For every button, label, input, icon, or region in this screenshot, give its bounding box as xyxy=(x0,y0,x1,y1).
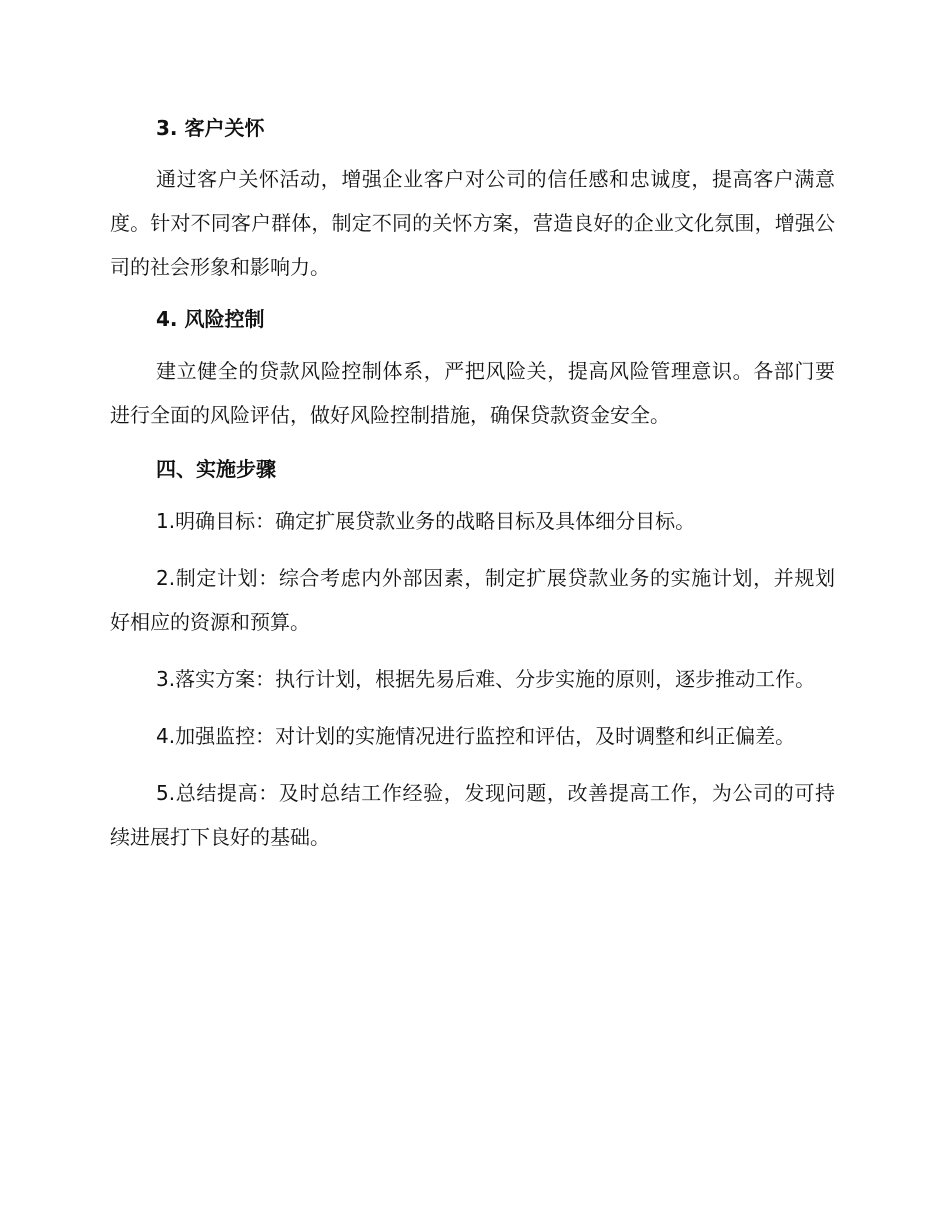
paragraph-risk-control: 建立健全的贷款风险控制体系，严把风险关，提高风险管理意识。各部门要进行全面的风险评估，做好风险控制措施，确保贷款资金安全。 xyxy=(110,359,835,427)
document-content xyxy=(110,112,835,859)
step-item-2: 2.制定计划：综合考虑内外部因素，制定扩展贷款业务的实施计划，并规划好相应的资源和预算。 xyxy=(110,566,835,634)
section-heading-implementation-steps: 四、实施步骤 xyxy=(156,457,276,481)
step-item-5: 5.总结提高：及时总结工作经验，发现问题，改善提高工作，为公司的可持续进展打下良好的基础。 xyxy=(110,781,835,849)
step-item-3: 3.落实方案：执行计划，根据先易后难、分步实施的原则，逐步推动工作。 xyxy=(156,667,816,691)
paragraph-customer-care: 通过客户关怀活动，增强企业客户对公司的信任感和忠诚度，提高客户满意度。针对不同客户群体，制定不同的关怀方案，营造良好的企业文化氛围，增强公司的社会形象和影响力。 xyxy=(110,167,835,279)
step-item-4: 4.加强监控：对计划的实施情况进行监控和评估，及时调整和纠正偏差。 xyxy=(156,724,796,748)
section-heading-risk-control: 4. 风险控制 xyxy=(156,307,265,331)
section-heading-customer-care: 3. 客户关怀 xyxy=(156,116,265,140)
step-item-1: 1.明确目标：确定扩展贷款业务的战略目标及具体细分目标。 xyxy=(156,509,696,533)
